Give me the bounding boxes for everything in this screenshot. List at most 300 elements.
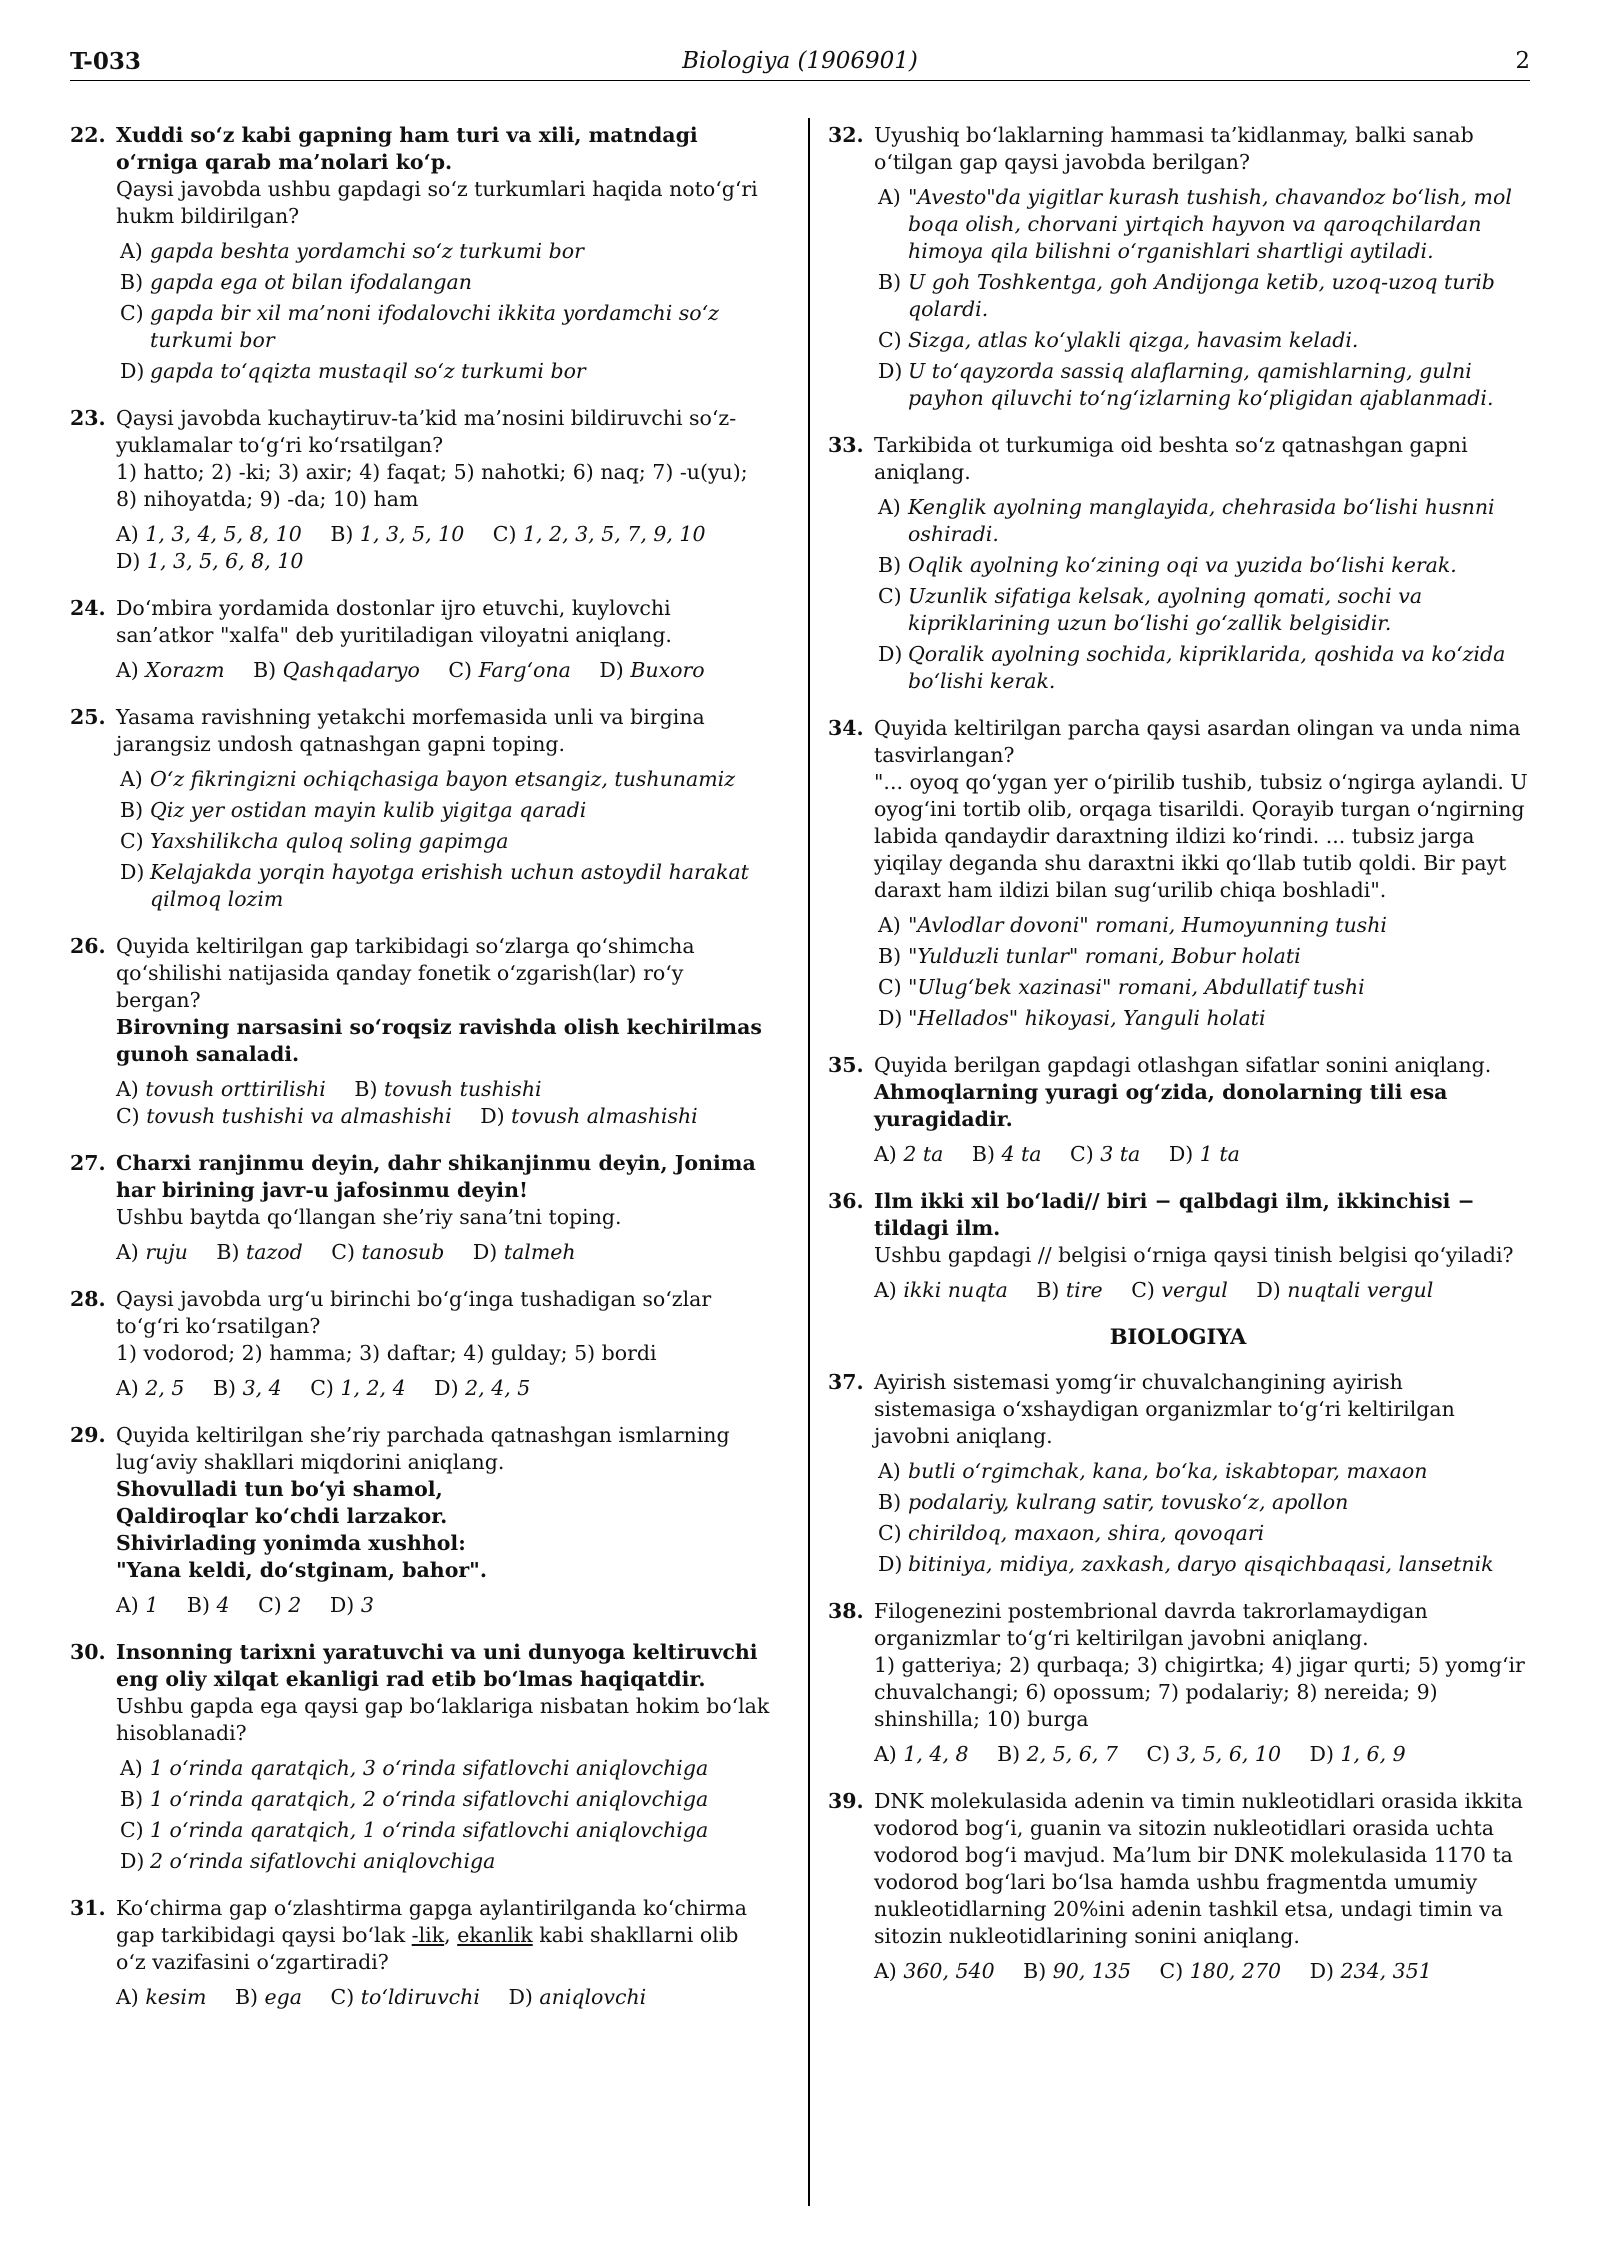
question xyxy=(70,122,770,385)
answer-option[interactable] xyxy=(116,1817,770,1844)
option-text: Kenglik ayolning manglayida, chehrasida bo‘lishi husnni oshiradi. xyxy=(908,495,1495,546)
option-text: aniqlovchi xyxy=(539,1985,647,2009)
question-text: Ayirish sistemasi yomg‘ir chuvalchangining ayirish sistemasiga o‘xshaydigan organizmlar to‘g‘ri keltirilgan javobni aniqlang. xyxy=(874,1370,1455,1448)
option-text: vergul xyxy=(1161,1278,1228,1302)
option-letter: A) xyxy=(116,522,146,546)
answer-option[interactable] xyxy=(874,1959,995,1983)
answer-option[interactable] xyxy=(116,1985,206,2009)
answer-option[interactable] xyxy=(116,1593,158,1617)
option-letter: A) xyxy=(120,767,143,791)
question xyxy=(828,1052,1528,1168)
question-text: Quyida keltirilgan gap tarkibidagi so‘zlarga qo‘shimcha qo‘shilishi natijasida qanday fonetik o‘zgarish(lar) ro‘y bergan? xyxy=(116,934,695,1012)
answer-option[interactable] xyxy=(116,766,770,793)
option-text: Xorazm xyxy=(145,658,225,682)
question-number: 37. xyxy=(828,1370,864,1394)
answer-options xyxy=(116,1076,770,1130)
poem-line: Shivirlading yonimda xushhol: xyxy=(116,1531,466,1555)
answer-option[interactable] xyxy=(330,1593,374,1617)
option-letter: A) xyxy=(116,658,146,682)
answer-option[interactable] xyxy=(480,1104,698,1128)
answer-options xyxy=(874,1741,1528,1768)
answer-option[interactable] xyxy=(874,184,1528,265)
question xyxy=(828,715,1528,1032)
question-number: 38. xyxy=(828,1599,864,1623)
option-text: tire xyxy=(1065,1278,1103,1302)
option-text: 2 ta xyxy=(903,1142,944,1166)
option-text: 4 ta xyxy=(1001,1142,1042,1166)
question xyxy=(70,595,770,684)
question xyxy=(828,1369,1528,1578)
answer-option[interactable] xyxy=(874,358,1528,412)
answer-option[interactable] xyxy=(874,327,1528,354)
question xyxy=(70,1895,770,2011)
answer-option[interactable] xyxy=(116,658,225,682)
option-letter: C) xyxy=(310,1376,341,1400)
option-text: tovush tushishi va almashishi xyxy=(146,1104,452,1128)
option-text: 3, 4 xyxy=(242,1376,282,1400)
option-text: U goh Toshkentga, goh Andijonga ketib, uzoq-uzoq turib qolardi. xyxy=(908,270,1495,321)
question-number: 34. xyxy=(828,716,864,740)
question xyxy=(828,1188,1528,1304)
option-letter: D) xyxy=(116,549,147,573)
option-letter: C) xyxy=(878,584,902,608)
answer-option[interactable] xyxy=(874,1005,1528,1032)
question-text: Ushbu baytda qo‘llangan she’riy sana’tni toping. xyxy=(116,1205,622,1229)
question xyxy=(70,1150,770,1266)
answer-option[interactable] xyxy=(354,1077,541,1101)
answer-options xyxy=(116,1755,770,1875)
question-items: 1) vodorod; 2) hamma; 3) daftar; 4) gulday; 5) bordi xyxy=(116,1341,657,1365)
answer-option[interactable] xyxy=(874,1520,1528,1547)
option-text: tazod xyxy=(246,1240,303,1264)
answer-options xyxy=(116,1592,770,1619)
question-bold-text: Insonning tarixni yaratuvchi va uni dunyoga keltiruvchi eng oliy xilqat ekanligi rad etib bo‘lmas haqiqatdir. xyxy=(116,1640,758,1691)
answer-option[interactable] xyxy=(1131,1278,1228,1302)
option-letter: B) xyxy=(120,798,144,822)
question xyxy=(828,432,1528,695)
option-letter: D) xyxy=(120,1849,145,1873)
question-bold-text: Ahmoqlarning yuragi og‘zida, donolarning tili esa yuragidadir. xyxy=(874,1080,1448,1131)
option-letter: D) xyxy=(599,658,631,682)
answer-option[interactable] xyxy=(874,494,1528,548)
option-text: ega xyxy=(264,1985,303,2009)
option-letter: C) xyxy=(1131,1278,1162,1302)
answer-option[interactable] xyxy=(310,1376,405,1400)
question-bold-text: Charxi ranjinmu deyin, dahr shikanjinmu deyin, Jonima har birining javr-u jafosinmu deyin! xyxy=(116,1151,756,1202)
answer-option[interactable] xyxy=(874,1742,969,1766)
option-letter: B) xyxy=(120,1787,144,1811)
option-letter: A) xyxy=(116,1376,146,1400)
option-letter: C) xyxy=(1159,1959,1190,1983)
option-text: Kelajakda yorqin hayotga erishish uchun astoydil harakat qilmoq lozim xyxy=(150,860,749,911)
option-letter: B) xyxy=(253,658,283,682)
option-text: chirildoq, maxaon, shira, qovoqari xyxy=(908,1521,1265,1545)
question-text: Filogenezini postembrional davrda takrorlamaydigan organizmlar to‘g‘ri keltirilgan javobni aniqlang. xyxy=(874,1599,1428,1650)
question-bold-text: Ilm ikki xil bo‘ladi// biri − qalbdagi ilm, ikkinchisi − tildagi ilm. xyxy=(874,1189,1475,1240)
question-text: Ko‘chirma gap o‘zlashtirma gapga aylantirilganda ko‘chirma gap tarkibidagi qaysi bo‘lak -lik, ekanlik kabi shakllarni olib o‘z vazifasini o‘zgartiradi? xyxy=(116,1896,747,1974)
option-letter: B) xyxy=(216,1240,247,1264)
answer-option[interactable] xyxy=(874,974,1528,1001)
answer-option[interactable] xyxy=(874,943,1528,970)
option-letter: A) xyxy=(878,185,901,209)
answer-option[interactable] xyxy=(1310,1742,1406,1766)
answer-option[interactable] xyxy=(997,1742,1118,1766)
question-text: Ushbu gapda ega qaysi gap bo‘laklariga nisbatan hokim bo‘lak hisoblanadi? xyxy=(116,1694,770,1745)
question-text: Quyida keltirilgan she’riy parchada qatnashgan ismlarning lug‘aviy shakllari miqdorini aniqlang. xyxy=(116,1423,730,1474)
option-letter: A) xyxy=(116,1240,146,1264)
option-letter: C) xyxy=(331,1240,362,1264)
question-number: 28. xyxy=(70,1287,106,1311)
page-number: 2 xyxy=(1515,48,1530,74)
option-text: Oqlik ayolning ko‘zining oqi va yuzida bo‘lishi kerak. xyxy=(908,553,1457,577)
option-letter: D) xyxy=(878,1552,903,1576)
option-text: nuqtali vergul xyxy=(1287,1278,1434,1302)
question-text: Quyida berilgan gapdagi otlashgan sifatlar sonini aniqlang. xyxy=(874,1053,1492,1077)
question xyxy=(828,1788,1528,1985)
option-letter: B) xyxy=(997,1742,1027,1766)
option-text: 1, 3, 4, 5, 8, 10 xyxy=(145,522,302,546)
option-letter: D) xyxy=(1168,1142,1200,1166)
option-letter: C) xyxy=(116,1104,147,1128)
question-text: Qaysi javobda urg‘u birinchi bo‘g‘inga tushadigan so‘zlar to‘g‘ri ko‘rsatilgan? xyxy=(116,1287,712,1338)
answer-option[interactable] xyxy=(116,238,770,265)
option-letter: D) xyxy=(878,359,903,383)
question-text: Yasama ravishning yetakchi morfemasida unli va birgina jarangsiz undosh qatnashgan gapni toping. xyxy=(116,705,705,756)
option-text: "Avesto"da yigitlar kurash tushish, chavandoz bo‘lish, mol boqa olish, chorvani yirtqich hayvon va qaroqchilardan himoya qila bilishni o‘rganishlari shartligi aytiladi. xyxy=(908,185,1512,263)
question xyxy=(70,405,770,575)
option-letter: A) xyxy=(874,1959,904,1983)
answer-option[interactable] xyxy=(1310,1959,1432,1983)
option-text: 2, 5 xyxy=(145,1376,185,1400)
question-text: Ushbu gapdagi // belgisi o‘rniga qaysi tinish belgisi qo‘yiladi? xyxy=(874,1243,1514,1267)
option-letter: A) xyxy=(878,913,901,937)
option-letter: B) xyxy=(120,270,144,294)
answer-options xyxy=(116,521,770,575)
answer-option[interactable] xyxy=(1169,1142,1240,1166)
option-text: 1 xyxy=(145,1593,159,1617)
option-letter: A) xyxy=(116,1985,146,2009)
answer-option[interactable] xyxy=(116,1755,770,1782)
option-letter: D) xyxy=(1256,1278,1288,1302)
option-letter: A) xyxy=(120,239,143,263)
left-column xyxy=(70,122,770,2031)
answer-option[interactable] xyxy=(116,1077,326,1101)
section-title: BIOLOGIYA xyxy=(1109,1324,1247,1349)
answer-options xyxy=(874,1958,1528,1985)
option-letter: D) xyxy=(120,860,145,884)
answer-option[interactable] xyxy=(1146,1742,1281,1766)
option-text: Qashqadaryo xyxy=(282,658,420,682)
answer-option[interactable] xyxy=(874,1551,1528,1578)
option-text: tovush almashishi xyxy=(511,1104,698,1128)
option-letter: C) xyxy=(878,975,902,999)
answer-option[interactable] xyxy=(874,1142,943,1166)
option-letter: D) xyxy=(120,359,145,383)
option-letter: C) xyxy=(1070,1142,1101,1166)
answer-option[interactable] xyxy=(972,1142,1042,1166)
answer-option[interactable] xyxy=(1036,1278,1102,1302)
option-text: gapda bir xil ma’noni ifodalovchi ikkita yordamchi so‘z turkumi bor xyxy=(150,301,719,352)
answer-options xyxy=(874,494,1528,695)
answer-option[interactable] xyxy=(874,1489,1528,1516)
question-text: Qaysi javobda ushbu gapdagi so‘z turkumlari haqida noto‘g‘ri hukm bildirilgan? xyxy=(116,177,758,228)
option-text: gapda to‘qqizta mustaqil so‘z turkumi bor xyxy=(150,359,586,383)
answer-options xyxy=(116,1239,770,1266)
answer-options xyxy=(874,912,1528,1032)
answer-option[interactable] xyxy=(258,1593,301,1617)
question-text: DNK molekulasida adenin va timin nukleotidlari orasida ikkita vodorod bog‘i, guanin va sitozin nukleotidlari orasida uchta vodorod bog‘i mavjud. Ma’lum bir DNK molekulasida 1170 ta vodorod bog‘lari bo‘lsa hamda ushbu fragmentda umumiy nukleotidlarning 20%ini adenin tashkil etsa, undagi timin va sitozin nukleotidlarining sonini aniqlang. xyxy=(874,1789,1523,1948)
option-letter: C) xyxy=(1146,1742,1177,1766)
answer-option[interactable] xyxy=(874,912,1528,939)
answer-options xyxy=(874,1277,1528,1304)
question xyxy=(828,1598,1528,1768)
option-text: 3 xyxy=(360,1593,374,1617)
answer-option[interactable] xyxy=(116,1848,770,1875)
answer-options xyxy=(874,1141,1528,1168)
option-letter: A) xyxy=(874,1142,904,1166)
answer-option[interactable] xyxy=(473,1240,576,1264)
option-letter: C) xyxy=(878,328,902,352)
answer-option[interactable] xyxy=(1256,1278,1433,1302)
option-text: Qiz yer ostidan mayin kulib yigitga qaradi xyxy=(150,798,587,822)
answer-option[interactable] xyxy=(331,1240,444,1264)
option-text: 1, 4, 8 xyxy=(903,1742,969,1766)
answer-option[interactable] xyxy=(508,1985,646,2009)
answer-option[interactable] xyxy=(116,269,770,296)
answer-option[interactable] xyxy=(216,1240,302,1264)
subject-title: Biologiya (1906901) xyxy=(682,48,918,74)
option-letter: A) xyxy=(874,1278,904,1302)
option-text: 90, 135 xyxy=(1052,1959,1131,1983)
option-text: 1 o‘rinda qaratqich, 2 o‘rinda sifatlovchi aniqlovchiga xyxy=(150,1787,709,1811)
option-letter: A) xyxy=(120,1756,143,1780)
option-text: Sizga, atlas ko‘ylakli qizga, havasim keladi. xyxy=(908,328,1359,352)
question-number: 32. xyxy=(828,123,864,147)
answer-option[interactable] xyxy=(213,1376,282,1400)
option-text: 2, 4, 5 xyxy=(465,1376,531,1400)
answer-option[interactable] xyxy=(448,658,570,682)
option-letter: C) xyxy=(448,658,479,682)
question-number: 31. xyxy=(70,1896,106,1920)
option-text: U to‘qayzorda sassiq alaflarning, qamishlarning, gulni payhon qiluvchi to‘ng‘izlarning ko‘pligidan ajablanmadi. xyxy=(908,359,1494,410)
option-letter: B) xyxy=(1036,1278,1066,1302)
question xyxy=(70,1639,770,1875)
option-text: 1, 3, 5, 6, 8, 10 xyxy=(146,549,304,573)
question-text: Uyushiq bo‘laklarning hammasi ta’kidlanmay, balki sanab o‘tilgan gap qaysi javobda berilgan? xyxy=(874,123,1474,174)
option-letter: C) xyxy=(330,1985,361,2009)
option-text: podalariy, kulrang satir, tovusko‘z, apollon xyxy=(908,1490,1349,1514)
option-text: Farg‘ona xyxy=(478,658,571,682)
option-letter: C) xyxy=(492,522,523,546)
answer-option[interactable] xyxy=(116,1104,452,1128)
option-text: tovush orttirilishi xyxy=(145,1077,326,1101)
answer-options xyxy=(874,1458,1528,1578)
question-bold-text: Xuddi so‘z kabi gapning ham turi va xili, matndagi o‘rniga qarab ma’nolari ko‘p. xyxy=(116,123,698,174)
option-letter: A) xyxy=(878,495,901,519)
option-text: Yaxshilikcha quloq soling gapimga xyxy=(150,829,509,853)
answer-options xyxy=(116,1984,770,2011)
option-letter: B) xyxy=(878,270,902,294)
option-letter: C) xyxy=(120,1818,144,1842)
answer-option[interactable] xyxy=(874,1278,1008,1302)
question xyxy=(70,1422,770,1619)
answer-option[interactable] xyxy=(599,658,704,682)
answer-option[interactable] xyxy=(1160,1959,1282,1983)
page-header xyxy=(70,48,1530,81)
option-letter: D) xyxy=(472,1240,504,1264)
answer-option[interactable] xyxy=(116,828,770,855)
answer-option[interactable] xyxy=(874,641,1528,695)
option-text: 360, 540 xyxy=(903,1959,995,1983)
answer-option[interactable] xyxy=(1070,1142,1140,1166)
answer-options xyxy=(116,657,770,684)
option-letter: B) xyxy=(878,553,902,577)
question-text: Tarkibida ot turkumiga oid beshta so‘z qatnashgan gapni aniqlang. xyxy=(874,433,1468,484)
option-text: "Hellados" hikoyasi, Yanguli holati xyxy=(908,1006,1266,1030)
option-text: tovush tushishi xyxy=(383,1077,542,1101)
option-letter: A) xyxy=(878,1459,901,1483)
question-number: 35. xyxy=(828,1053,864,1077)
answer-option[interactable] xyxy=(253,658,420,682)
option-letter: D) xyxy=(878,1006,903,1030)
option-letter: D) xyxy=(329,1593,361,1617)
question-items: "... oyoq qo‘ygan yer o‘pirilib tushib, tubsiz o‘ngirga aylandi. U oyog‘ini tortib olib, orqaga tisarildi. Qorayib turgan o‘ngirning labida qandaydir daraxtning ildizi ko‘rindi. ... tubsiz jarga yiqilay deganda shu daraxtni ikki qo‘llab tutib qoldi. Bir payt daraxt ham ildizi bilan sug‘urilib chiqa boshladi". xyxy=(874,770,1528,902)
option-text: butli o‘rgimchak, kana, bo‘ka, iskabtopar, maxaon xyxy=(908,1459,1428,1483)
option-text: 3 ta xyxy=(1100,1142,1141,1166)
answer-option[interactable] xyxy=(874,269,1528,323)
option-text: Qoralik ayolning sochida, kipriklarida, qoshida va ko‘zida bo‘lishi kerak. xyxy=(908,642,1506,693)
answer-option[interactable] xyxy=(187,1593,230,1617)
option-text: Uzunlik sifatiga kelsak, ayolning qomati, sochi va kipriklarining uzun bo‘lishi go‘zallik belgisidir. xyxy=(908,584,1423,635)
option-text: 1 o‘rinda qaratqich, 3 o‘rinda sifatlovchi aniqlovchiga xyxy=(150,1756,709,1780)
option-text: "Yulduzli tunlar" romani, Bobur holati xyxy=(908,944,1301,968)
option-text: 1, 6, 9 xyxy=(1340,1742,1406,1766)
option-text: 1, 2, 3, 5, 7, 9, 10 xyxy=(522,522,706,546)
option-text: "Ulug‘bek xazinasi" romani, Abdullatif tushi xyxy=(908,975,1365,999)
option-text: bitiniya, midiya, zaxkash, daryo qisqichbaqasi, lansetnik xyxy=(908,1552,1494,1576)
option-text: to‘ldiruvchi xyxy=(360,1985,480,2009)
option-text: 180, 270 xyxy=(1189,1959,1282,1983)
option-letter: D) xyxy=(878,642,903,666)
question-number: 22. xyxy=(70,123,106,147)
answer-option[interactable] xyxy=(116,859,770,913)
option-text: "Avlodlar dovoni" romani, Humoyunning tushi xyxy=(908,913,1387,937)
answer-options xyxy=(116,238,770,385)
answer-option[interactable] xyxy=(116,1376,184,1400)
option-text: 4 xyxy=(216,1593,230,1617)
option-letter: D) xyxy=(480,1104,512,1128)
poem-line: "Yana keldi, do‘stginam, bahor". xyxy=(116,1558,488,1582)
option-letter: C) xyxy=(120,829,144,853)
answer-options xyxy=(116,1375,770,1402)
option-text: talmeh xyxy=(503,1240,576,1264)
option-letter: D) xyxy=(434,1376,466,1400)
option-letter: B) xyxy=(354,1077,384,1101)
underlined-suffix: ekanlik xyxy=(457,1923,533,1947)
option-text: gapda beshta yordamchi so‘z turkumi bor xyxy=(150,239,584,263)
option-text: 3, 5, 6, 10 xyxy=(1176,1742,1281,1766)
option-text: 1 o‘rinda qaratqich, 1 o‘rinda sifatlovchi aniqlovchiga xyxy=(150,1818,709,1842)
answer-option[interactable] xyxy=(116,1786,770,1813)
underlined-suffix: -lik xyxy=(411,1923,445,1947)
question-bold-text: Birovning narsasini so‘roqsiz ravishda olish kechirilmas gunoh sanaladi. xyxy=(116,1015,762,1066)
option-letter: A) xyxy=(874,1742,904,1766)
answer-options xyxy=(116,766,770,913)
answer-option[interactable] xyxy=(116,1240,188,1264)
answer-option[interactable] xyxy=(434,1376,530,1400)
answer-option[interactable] xyxy=(1023,1959,1131,1983)
column-divider xyxy=(808,118,810,2206)
question xyxy=(70,704,770,913)
option-letter: A) xyxy=(116,1593,146,1617)
option-letter: B) xyxy=(186,1593,217,1617)
option-letter: D) xyxy=(1309,1959,1341,1983)
question-number: 23. xyxy=(70,406,106,430)
option-letter: C) xyxy=(258,1593,289,1617)
option-letter: A) xyxy=(116,1077,146,1101)
answer-option[interactable] xyxy=(874,583,1528,637)
answer-option[interactable] xyxy=(235,1985,302,2009)
question-items: 1) gatteriya; 2) qurbaqa; 3) chigirtka; 4) jigar qurti; 5) yomg‘ir chuvalchangi; 6) opossum; 7) podalariy; 8) nereida; 9) shinshilla; 10) burga xyxy=(874,1653,1525,1731)
answer-option[interactable] xyxy=(116,549,303,573)
option-text: tanosub xyxy=(361,1240,445,1264)
option-text: 1, 3, 5, 10 xyxy=(359,522,465,546)
option-text: 1 ta xyxy=(1199,1142,1240,1166)
option-text: ruju xyxy=(145,1240,188,1264)
option-letter: B) xyxy=(330,522,360,546)
option-letter: B) xyxy=(971,1142,1002,1166)
poem-line: Shovulladi tun bo‘yi shamol, xyxy=(116,1477,443,1501)
option-text: 234, 351 xyxy=(1340,1959,1432,1983)
option-text: O‘z fikringizni ochiqchasiga bayon etsangiz, tushunamiz xyxy=(150,767,736,791)
question-items: 1) hatto; 2) -ki; 3) axir; 4) faqat; 5) nahotki; 6) naq; 7) -u(yu); 8) nihoyatda; 9) -da; 10) ham xyxy=(116,460,748,511)
option-text: 2 xyxy=(288,1593,302,1617)
option-text: kesim xyxy=(145,1985,207,2009)
option-text: gapda ega ot bilan ifodalangan xyxy=(150,270,472,294)
option-letter: C) xyxy=(878,1521,902,1545)
option-text: 2, 5, 6, 7 xyxy=(1026,1742,1118,1766)
question-number: 26. xyxy=(70,934,106,958)
option-text: 2 o‘rinda sifatlovchi aniqlovchiga xyxy=(150,1849,496,1873)
answer-option[interactable] xyxy=(116,797,770,824)
option-text: ikki nuqta xyxy=(903,1278,1008,1302)
test-code: T-033 xyxy=(70,48,141,75)
question xyxy=(70,933,770,1130)
answer-option[interactable] xyxy=(493,522,706,546)
answer-option[interactable] xyxy=(874,552,1528,579)
question-number: 39. xyxy=(828,1789,864,1813)
answer-option[interactable] xyxy=(330,522,464,546)
question-number: 24. xyxy=(70,596,106,620)
answer-option[interactable] xyxy=(116,522,302,546)
option-letter: B) xyxy=(878,1490,902,1514)
question-number: 33. xyxy=(828,433,864,457)
option-text: Buxoro xyxy=(630,658,705,682)
option-letter: B) xyxy=(234,1985,265,2009)
answer-option[interactable] xyxy=(116,358,770,385)
option-letter: D) xyxy=(1309,1742,1341,1766)
answer-option[interactable] xyxy=(331,1985,480,2009)
answer-option[interactable] xyxy=(874,1458,1528,1485)
question-text: Qaysi javobda kuchaytiruv-ta’kid ma’nosini bildiruvchi so‘z-yuklamalar to‘g‘ri ko‘rsatilgan? xyxy=(116,406,737,457)
question-number: 25. xyxy=(70,705,106,729)
option-letter: B) xyxy=(212,1376,243,1400)
question-number: 36. xyxy=(828,1189,864,1213)
option-letter: B) xyxy=(878,944,902,968)
question xyxy=(70,1286,770,1402)
answer-option[interactable] xyxy=(116,300,770,354)
question-text: Do‘mbira yordamida dostonlar ijro etuvchi, kuylovchi san’atkor "xalfa" deb yuritiladigan viloyatni aniqlang. xyxy=(116,596,672,647)
